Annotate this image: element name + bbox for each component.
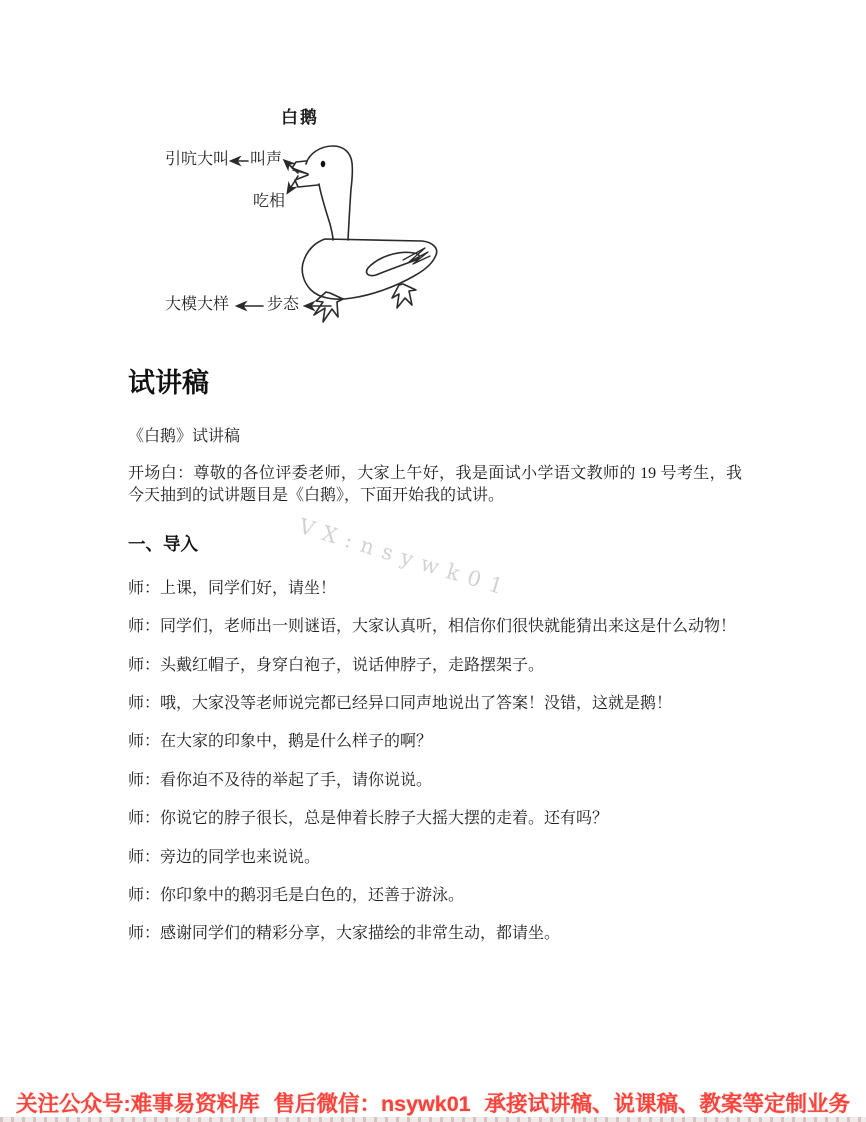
- teacher-line: 师：同学们，老师出一则谜语，大家认真听，相信你们很快就能猜出来这是什么动物！: [128, 618, 737, 636]
- footer-banner-wechat: 售后微信：nsywk01: [273, 1091, 471, 1116]
- goose-eye: [321, 161, 326, 167]
- diagram-label-call: 叫声: [250, 151, 283, 168]
- goose-wing-feathers: [403, 248, 430, 264]
- goose-back-foot: [392, 284, 416, 308]
- teacher-line: 师：你印象中的鹅羽毛是白色的，还善于游泳。: [128, 887, 465, 905]
- teacher-line: 师：哦，大家没等老师说完都已经异口同声地说出了答案！没错，这就是鹅！: [128, 695, 673, 713]
- goose-head: [306, 146, 352, 240]
- teacher-line: 师：头戴红帽子，身穿白袍子，说话伸脖子，走路摆架子。: [128, 656, 545, 674]
- footer-banner-services: 承接试讲稿、说课稿、教案等定制业务: [484, 1091, 850, 1116]
- section-heading-intro: 一、导入: [128, 533, 198, 554]
- teacher-line: 师：在大家的印象中，鹅是什么样子的啊？: [128, 733, 433, 751]
- diagram-title: 白鹅: [281, 108, 319, 127]
- goose-beak-lower: [295, 175, 318, 187]
- cutoff-text-strip: [0, 1117, 866, 1122]
- footer-banner: [0, 1088, 866, 1116]
- teacher-line: 师：看你迫不及待的举起了手，请你说说。: [128, 771, 433, 789]
- page-title: 试讲稿: [128, 368, 209, 398]
- doc-subtitle: 《白鹅》试讲稿: [128, 428, 241, 445]
- watermark: VX:nsywk01: [295, 514, 515, 602]
- goose-diagram: [140, 95, 510, 343]
- diagram-label-gait: 步态: [267, 296, 300, 313]
- diagram-label-gait-result: 大模大样: [165, 296, 230, 313]
- diagram-label-eating: 吃相: [253, 193, 286, 210]
- opening-paragraph: 开场白：尊敬的各位评委老师，大家上午好，我是面试小学语文教师的 19 号考生，我今天抽到的试讲题目是《白鹅》，下面开始我的试讲。: [128, 465, 742, 505]
- teacher-line: 师：你说它的脖子很长，总是伸着长脖子大摇大摆的走着。还有吗？: [128, 810, 609, 828]
- goose-front-foot: [314, 292, 343, 322]
- goose-neck: [319, 184, 333, 240]
- teacher-line: 师：旁边的同学也来说说。: [128, 848, 321, 866]
- document-content: [128, 352, 742, 962]
- footer-banner-account: 关注公众号:难事易资料库: [16, 1091, 260, 1116]
- teacher-line: 师：感谢同学们的精彩分享，大家描绘的非常生动，都请坐。: [128, 925, 561, 943]
- teacher-line: 师：上课，同学们好，请坐！: [128, 579, 337, 597]
- diagram-label-call-result: 引吭大叫: [165, 151, 230, 168]
